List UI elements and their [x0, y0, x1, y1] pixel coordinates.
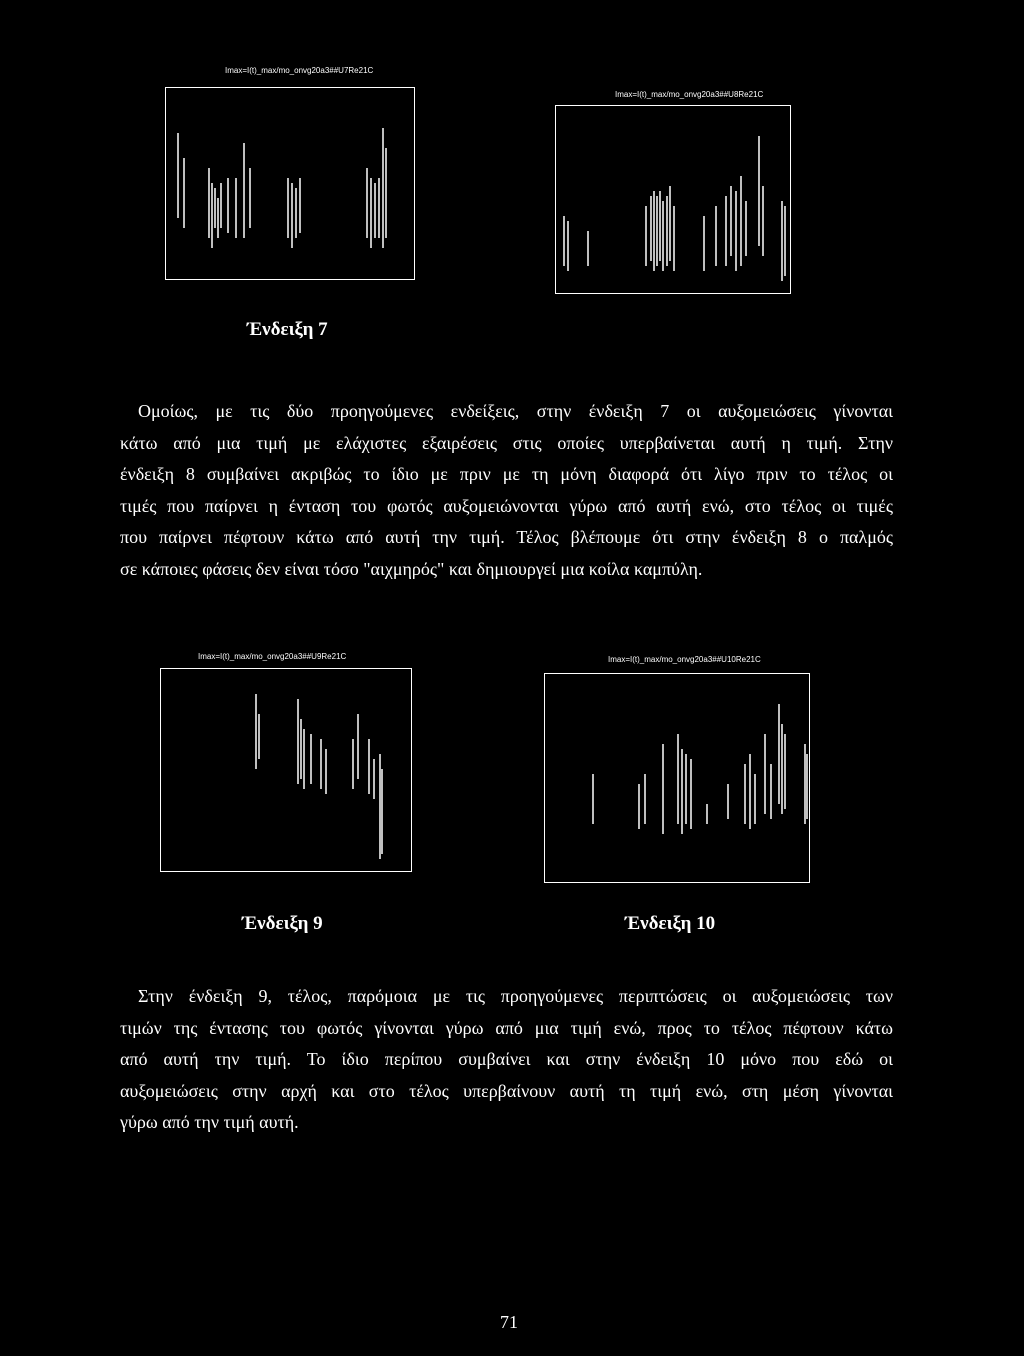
figure-9: [160, 652, 415, 874]
paragraph-1-line: ένδειξη 8 συμβαίνει ακριβώς το ίδιο με πριν με τη μόνη διαφορά ότι λίγο πριν το τέλος οι: [120, 464, 893, 484]
figure-7b-plot: [555, 105, 791, 294]
figure-7b-signal: [556, 106, 790, 293]
figure-7b: [555, 90, 795, 296]
figure-9-plot: [160, 668, 412, 872]
paragraph-1-line: σε κάποιες φάσεις δεν είναι τόσο "αιχμηρός" και δημιουργεί μια κοίλα καμπύλη.: [120, 558, 703, 579]
paragraph-2-line: Στην ένδειξη 9, τέλος, παρόμοια με τις προηγούμενες περιπτώσεις οι αυξομειώσεις των: [138, 986, 893, 1006]
paragraph-2-line: τιμών της έντασης του φωτός γίνονται γύρω από μια τιμή ενώ, προς το τέλος πέφτουν κάτω: [120, 1017, 893, 1038]
paragraph-1: [120, 396, 893, 585]
paragraph-1-line: τιμές που παίρνει η ένταση του φωτός αυξομειώνονται γύρω από αυτή ενώ, στο τέλος οι τιμές: [120, 495, 893, 516]
page-number: 71: [500, 1312, 518, 1332]
paragraph-2: [120, 981, 893, 1139]
figure-10-plot: [544, 673, 810, 883]
paragraph-1-line: που παίρνει πέφτουν κάτω από αυτή την τιμή. Τέλος βλέπουμε ότι στην ένδειξη 8 ο παλμός: [120, 527, 893, 547]
figure-9-label: Imax=I(t)_max/mo_onvg20a3##U9Re21C: [198, 652, 347, 661]
figure-9-caption: Ένδειξη 9: [242, 913, 323, 934]
paragraph-1-line: κάτω από μια τιμή με ελάχιστες εξαιρέσεις στις οποίες υπερβαίνεται αυτή η τιμή. Στην: [120, 432, 893, 453]
paragraph-2-line: αυξομειώσεις στην αρχή και στο τέλος υπερβαίνουν αυτή τη τιμή ενώ, στη μέση γίνονται: [120, 1080, 893, 1101]
figure-10-label: Imax=I(t)_max/mo_onvg20a3##U10Re21C: [608, 655, 761, 664]
figure-10-signal: [545, 674, 809, 882]
figure-10: [544, 655, 812, 885]
figure-7b-label: Imax=I(t)_max/mo_onvg20a3##U8Re21C: [615, 90, 764, 99]
paragraph-1-line: Ομοίως, με τις δύο προηγούμενες ενδείξεις, στην ένδειξη 7 οι αυξομειώσεις γίνονται: [138, 401, 893, 421]
paragraph-2-line: από αυτή την τιμή. Το ίδιο περίπου συμβαίνει και στην ένδειξη 10 μόνο που εδώ οι: [120, 1049, 893, 1069]
figure-7a-label: Imax=I(t)_max/mo_onvg20a3##U7Re21C: [225, 66, 374, 75]
figure-10-caption: Ένδειξη 10: [625, 913, 716, 934]
figure-7a-plot: [165, 87, 415, 280]
figure-7a: [165, 66, 415, 282]
figure-7-caption: Ένδειξη 7: [247, 319, 328, 340]
paragraph-2-line: γύρω από την τιμή αυτή.: [120, 1112, 299, 1132]
figure-7a-signal: [166, 88, 414, 279]
figure-9-signal: [161, 669, 411, 871]
